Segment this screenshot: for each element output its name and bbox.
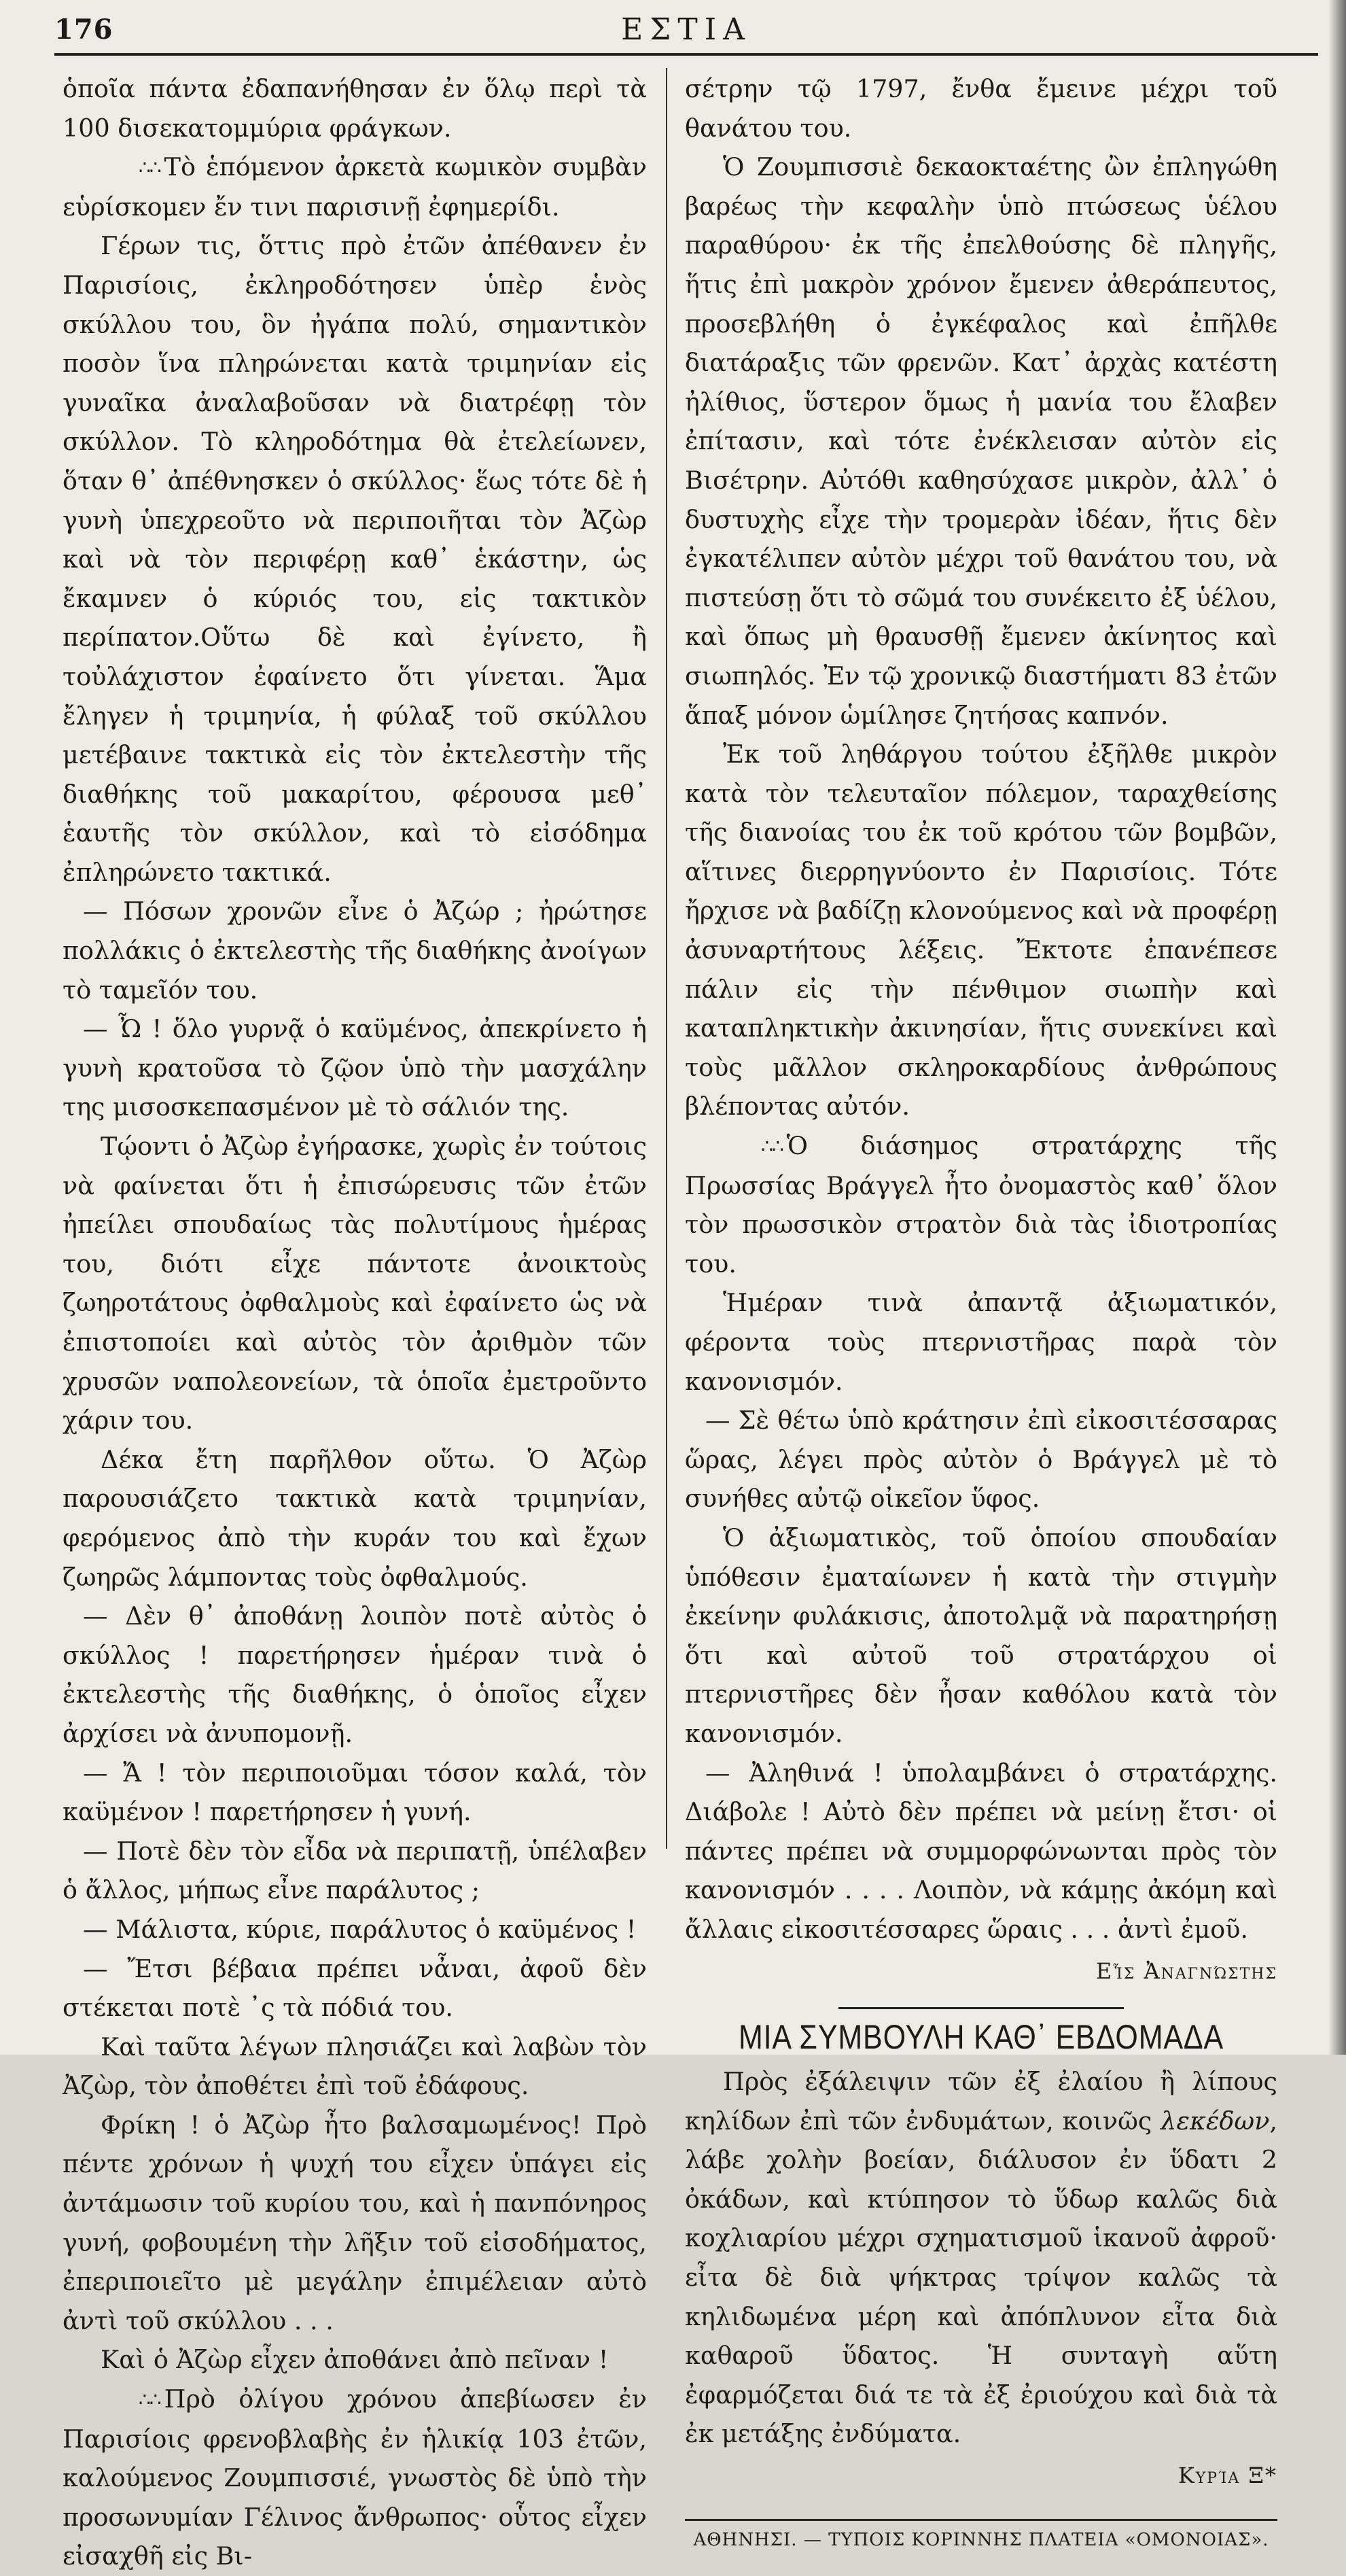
paragraph-text: Πρὸ ὀλίγου χρόνου ἀπεβίωσεν ἐν Παρισίοις φρενοβλαβὴς ἐν ἡλικίᾳ 103 ἐτῶν, καλούμενος Ζουμπισσιέ, γνωστὸς δὲ ὑπὸ τὴν προσωνυμίαν Γέλινος ἄνθρωπος· οὗτος εἶχεν εἰσαχθῆ εἰς Βι- — [63, 2384, 647, 2571]
paragraph-text: — Μάλιστα, κύριε, παράλυτος ὁ καϋμένος ! — [83, 1914, 637, 1944]
dialog-line — [63, 1832, 647, 1910]
paragraph — [63, 1440, 647, 1597]
paragraph — [685, 1283, 1277, 1401]
dialog-line — [63, 1754, 647, 1832]
paragraph-text: Τῴοντι ὁ Ἀζὼρ ἐγήρασκε, χωρὶς ἐν τούτοις νὰ φαίνεται ὅτι ἡ ἐπισώρευσις τῶν ἐτῶν ἠπείλει σπουδαίως τὰς πολυτίμους ἡμέρας του, διότι εἶχε πάντοτε ἀνοικτοὺς ζωηροτάτους ὀφθαλμοὺς καὶ ἐφαίνετο ὡς νὰ ἐπιστοποίει καὶ αὐτὸς τὸν ἀριθμὸν τῶν χρυσῶν ναπολεονείων, τὰ ὁποῖα ἐμετροῦντο χάριν του. — [63, 1132, 647, 1435]
paragraph — [685, 735, 1277, 1126]
paragraph-text: Ἡμέραν τινὰ ἀπαντᾷ ἀξιωματικόν, φέροντα τοὺς πτερνιστῆρας παρὰ τὸν κανονισμόν. — [685, 1288, 1277, 1396]
left-column — [63, 69, 647, 2576]
printer-imprint: ΑΘΗΝΗΣΙ. — ΤΥΠΟΙΣ ΚΟΡΙΝΝΗΣ ΠΛΑΤΕΙΑ «ΟΜΟΝΟΙΑΣ». — [693, 2529, 1269, 2550]
dialog-line — [63, 1949, 647, 2027]
paragraph — [63, 2027, 647, 2106]
paragraph-text: — Ὦ ! ὅλο γυρνᾷ ὁ καϋμένος, ἀπεκρίνετο ἡ γυνὴ κρατοῦσα τὸ ζῷον ὑπὸ τὴν μασχάλην της μισοσκεπασμένον μὲ τὸ σάλιόν της. — [63, 1014, 647, 1122]
article-signature: Εἷς Ἀναγνώστης — [1095, 1957, 1277, 1984]
paragraph-text: — Ποτὲ δὲν τὸν εἶδα νὰ περιπατῇ, ὑπέλαβεν ὁ ἄλλος, μήπως εἶνε παράλυτος ; — [63, 1836, 647, 1905]
section-marker: ∴∴ — [139, 156, 160, 179]
advice-italic-word: λεκέδων — [1161, 2106, 1270, 2136]
paragraph — [63, 2106, 647, 2341]
right-column-articles — [685, 69, 1277, 1949]
paragraph — [685, 1126, 1277, 1283]
paragraph-text: — Δὲν θ᾿ ἀποθάνῃ λοιπὸν ποτὲ αὐτὸς ὁ σκύλλος ! παρετήρησεν ἡμέραν τινὰ ὁ ἐκτελεστὴς τῆς διαθήκης, ὁ ὁποῖος εἶχεν ἀρχίσει νὰ ἀνυπομονῇ. — [63, 1601, 647, 1748]
section-title: ΜΙΑ ΣΥΜΒΟΥΛΗ ΚΑΘ᾿ ΕΒΔΟΜΑΔΑ — [738, 2018, 1224, 2057]
right-column — [685, 69, 1277, 2554]
paragraph-text: Ὁ ἀξιωματικὸς, τοῦ ὁποίου σπουδαίαν ὑπόθεσιν ἐματαίωνεν ἡ κατὰ τὴν στιγμὴν ἐκείνην φυλάκισις, ἀποτολμᾷ νὰ παρατηρήσῃ ὅτι καὶ αὐτοῦ τοῦ στρατάρχου οἱ πτερνιστῆρες δὲν ἦσαν καθόλου κατὰ τὸν κανονισμόν. — [685, 1522, 1277, 1748]
dialog-line — [685, 1401, 1277, 1518]
paragraph-text: — Ἄ ! τὸν περιποιοῦμαι τόσον καλά, τὸν καϋμένον ! παρετήρησεν ἡ γυνή. — [63, 1758, 647, 1827]
dialog-line — [63, 1597, 647, 1753]
paragraph-text: ὁποῖα πάντα ἐδαπανήθησαν ἐν ὅλῳ περὶ τὰ 100 δισεκατομμύρια φράγκων. — [63, 74, 647, 143]
paragraph-text: σέτρην τῷ 1797, ἔνθα ἔμεινε μέχρι τοῦ θανάτου του. — [685, 74, 1277, 143]
paragraph-text: Καὶ ὁ Ἀζὼρ εἶχεν ἀποθάνει ἀπὸ πεῖναν ! — [101, 2345, 609, 2375]
paragraph-text: — Ἔτσι βέβαια πρέπει νἆναι, ἀφοῦ δὲν στέκεται ποτὲ ᾿ς τὰ πόδιά του. — [63, 1953, 647, 2023]
paragraph-text: — Πόσων χρονῶν εἶνε ὁ Ἀζώρ ; ἠρώτησε πολλάκις ὁ ἐκτελεστὴς τῆς διαθήκης ἀνοίγων τὸ ταμεῖόν του. — [63, 897, 647, 1005]
paragraph — [685, 1518, 1277, 1754]
paragraph-text: — Ἀληθινά ! ὑπολαμβάνει ὁ στρατάρχης. Διάβολε ! Αὐτὸ δὲν πρέπει νὰ μείνῃ ἔτσι· οἱ πάντες πρέπει νὰ συμμορφώνωνται πρὸς τὸν κανονισμόν . . . . Λοιπὸν, νὰ κάμῃς ἀκόμη καὶ ἄλλαις εἰκοσιτέσσαρες ὥραις . . . ἀντὶ ἐμοῦ. — [685, 1758, 1277, 1944]
section-marker: ∴∴ — [139, 2388, 160, 2412]
paragraph — [63, 2380, 647, 2576]
advice-paragraph — [685, 2062, 1277, 2454]
page-edge-shadow — [1328, 0, 1346, 2055]
paragraph — [685, 147, 1277, 735]
advice-text-start: Πρὸς ἐξάλειψιν τῶν ἐξ ἐλαίου ἢ λίπους κηλίδων ἐπὶ τῶν ἐνδυμάτων, κοινῶς — [685, 2067, 1277, 2136]
paragraph — [63, 69, 647, 147]
paragraph-text: Ὁ διάσημος στρατάρχης τῆς Πρωσσίας Βράγγελ ἦτο ὀνομαστὸς καθ᾿ ὅλον τὸν πρωσσικὸν στρατὸν διὰ τὰς ἰδιοτροπίας του. — [685, 1131, 1277, 1278]
paragraph-text: Ἐκ τοῦ ληθάργου τούτου ἐξῆλθε μικρὸν κατὰ τὸν τελευταῖον πόλεμον, ταραχθείσης τῆς διανοίας του ἐκ τοῦ κρότου τῶν βομβῶν, αἵτινες διερρηγνύοντο ἐν Παρισίοις. Τότε ἤρχισε νὰ βαδίζῃ κλονούμενος καὶ νὰ προφέρῃ ἀσυναρτήτους λέξεις. Ἔκτοτε ἐπανέπεσε πάλιν εἰς τὴν πένθιμον σιωπὴν καὶ καταπληκτικὴν ἀκινησίαν, ἥτις συνεκίνει καὶ τοὺς μᾶλλον σκληροκαρδίους ἀνθρώπους βλέποντας αὐτόν. — [685, 739, 1277, 1121]
paragraph-text: Καὶ ταῦτα λέγων πλησιάζει καὶ λαβὼν τὸν Ἀζὼρ, τὸν ἀποθέτει ἐπὶ τοῦ ἐδάφους. — [63, 2032, 647, 2101]
dialog-line — [63, 892, 647, 1009]
paragraph — [63, 1127, 647, 1440]
paragraph-text: Γέρων τις, ὅττις πρὸ ἐτῶν ἀπέθανεν ἐν Παρισίοις, ἐκληροδότησεν ὑπὲρ ἑνὸς σκύλλου του, ὃν ἠγάπα πολύ, σημαντικὸν ποσὸν ἵνα πληρώνεται κατὰ τριμηνίαν εἰς γυναῖκα ἀναλαβοῦσαν νὰ διατρέφῃ τὸν σκύλλον. Τὸ κληροδότημα θὰ ἐτελείωνεν, ὅταν θ᾿ ἀπέθνησκεν ὁ σκύλλος· ἕως τότε δὲ ἡ γυνὴ ὑπεχρεοῦτο νὰ περιποιῆται τὸν Ἀζὼρ καὶ νὰ τὸν περιφέρῃ καθ᾿ ἑκάστην, ὡς ἔκαμνεν ὁ κύριός του, εἰς τακτικὸν περίπατον.Οὕτω δὲ καὶ ἐγίνετο, ἢ τοὐλάχιστον ἐφαίνετο ὅτι γίνεται. Ἅμα ἔληγεν ἡ τριμηνία, ἡ φύλαξ τοῦ σκύλλου μετέβαινε τακτικὰ εἰς τὸν ἐκτελεστὴν τῆς διαθήκης τοῦ μακαρίτου, φέρουσα μεθ᾿ ἑαυτῆς τὸν σκύλλον, καὶ τὸ εἰσόδημα ἐπληρώνετο τακτικά. — [63, 231, 647, 887]
paragraph — [63, 2340, 647, 2380]
paragraph-text: Δέκα ἔτη παρῆλθον οὕτω. Ὁ Ἀζὼρ παρουσιάζετο τακτικὰ κατὰ τριμηνίαν, φερόμενος ἀπὸ τὴν κυράν του καὶ ἔχων ζωηρῶς λάμποντας τοὺς ὀφθαλμούς. — [63, 1444, 647, 1592]
section-marker: ∴∴ — [761, 1135, 783, 1158]
dialog-line — [63, 1910, 647, 1949]
advice-signature: Κυρία Ξ* — [1177, 2462, 1277, 2489]
column-divider — [666, 68, 667, 1849]
running-title: ΕΣΤΙΑ — [621, 12, 751, 47]
dialog-line — [685, 1754, 1277, 1949]
paragraph — [685, 69, 1277, 147]
section-rule — [838, 2007, 1124, 2009]
paragraph-text: Φρίκη ! ὁ Ἀζὼρ ἦτο βαλσαμωμένος! Πρὸ πέντε χρόνων ἡ ψυχή του εἶχεν ὑπάγει εἰς ἀντάμωσιν τοῦ κυρίου του, καὶ ἡ πανπόνηρος γυνή, φοβουμένη τὴν λῆξιν τοῦ εἰσοδήματος, ἐπεριποιεῖτο μὲ μεγάλην ἐπιμέλειαν αὐτὸ ἀντὶ τοῦ σκύλλου . . . — [63, 2110, 647, 2335]
advice-text-end: , λάβε χολὴν βοείαν, διάλυσον ἐν ὕδατι 2 ὀκάδων, καὶ κτύπησον τὸ ὕδωρ καλῶς διὰ κοχλιαρίου μέχρι σχηματισμοῦ ἱκανοῦ ἀφροῦ· εἶτα δὲ διὰ ψήκτρας τρίψον καλῶς τὰ κηλιδωμένα μέρη καὶ ἀπόπλυνον εἶτα διὰ καθαροῦ ὕδατος. Ἡ συνταγὴ αὕτη ἐφαρμόζεται διά τε τὰ ἐξ ἐριούχου καὶ διὰ τὰ ἐκ μετάξης ἐνδύματα. — [685, 2106, 1277, 2449]
paragraph-text: Τὸ ἑπόμενον ἀρκετὰ κωμικὸν συμβὰν εὑρίσκομεν ἔν τινι παρισινῇ ἐφημερίδι. — [63, 152, 647, 222]
paragraph-text: Ὁ Ζουμπισσιὲ δεκαοκταέτης ὢν ἐπληγώθη βαρέως τὴν κεφαλὴν ὑπὸ πτώσεως ὑέλου παραθύρου· ἐκ τῆς ἐπελθούσης δὲ πληγῆς, ἥτις ἐπὶ μακρὸν χρόνον ἔμενεν ἀθεράπευτος, προσεβλήθη ὁ ἐγκέφαλος καὶ ἐπῆλθε διατάραξις τῶν φρενῶν. Κατ᾿ ἀρχὰς κατέστη ἠλίθιος, ὕστερον ὅμως ἡ μανία του ἔλαβεν ἐπίτασιν, καὶ τότε ἐνέκλεισαν αὐτὸν εἰς Βισέτρην. Αὐτόθι καθησύχασε μικρὸν, ἀλλ᾿ ὁ δυστυχὴς εἶχε τὴν τρομερὰν ἰδέαν, ἥτις δὲν ἐγκατέλιπεν αὐτὸν μέχρι τοῦ θανάτου του, νὰ πιστεύσῃ ὅτι τὸ σῶμά του συνέκειτο ἐξ ὑέλου, καὶ ὅπως μὴ θραυσθῇ ἔμενεν ἀκίνητος καὶ σιωπηλός. Ἐν τῷ χρονικῷ διαστήματι 83 ἐτῶν ἅπαξ μόνον ὡμίλησε ζητήσας καπνόν. — [685, 152, 1277, 730]
header-rule — [54, 53, 1318, 56]
footer-rule — [685, 2519, 1277, 2521]
paragraph — [63, 226, 647, 892]
paragraph-text: — Σὲ θέτω ὑπὸ κράτησιν ἐπὶ εἰκοσιτέσσαρας ὥρας, λέγει πρὸς αὐτὸν ὁ Βράγγελ μὲ τὸ συνήθες αὐτῷ οἰκεῖον ὕφος. — [685, 1406, 1277, 1514]
paragraph — [63, 147, 647, 226]
page-number: 176 — [54, 14, 113, 46]
dialog-line — [63, 1009, 647, 1127]
page-header — [54, 8, 1318, 50]
